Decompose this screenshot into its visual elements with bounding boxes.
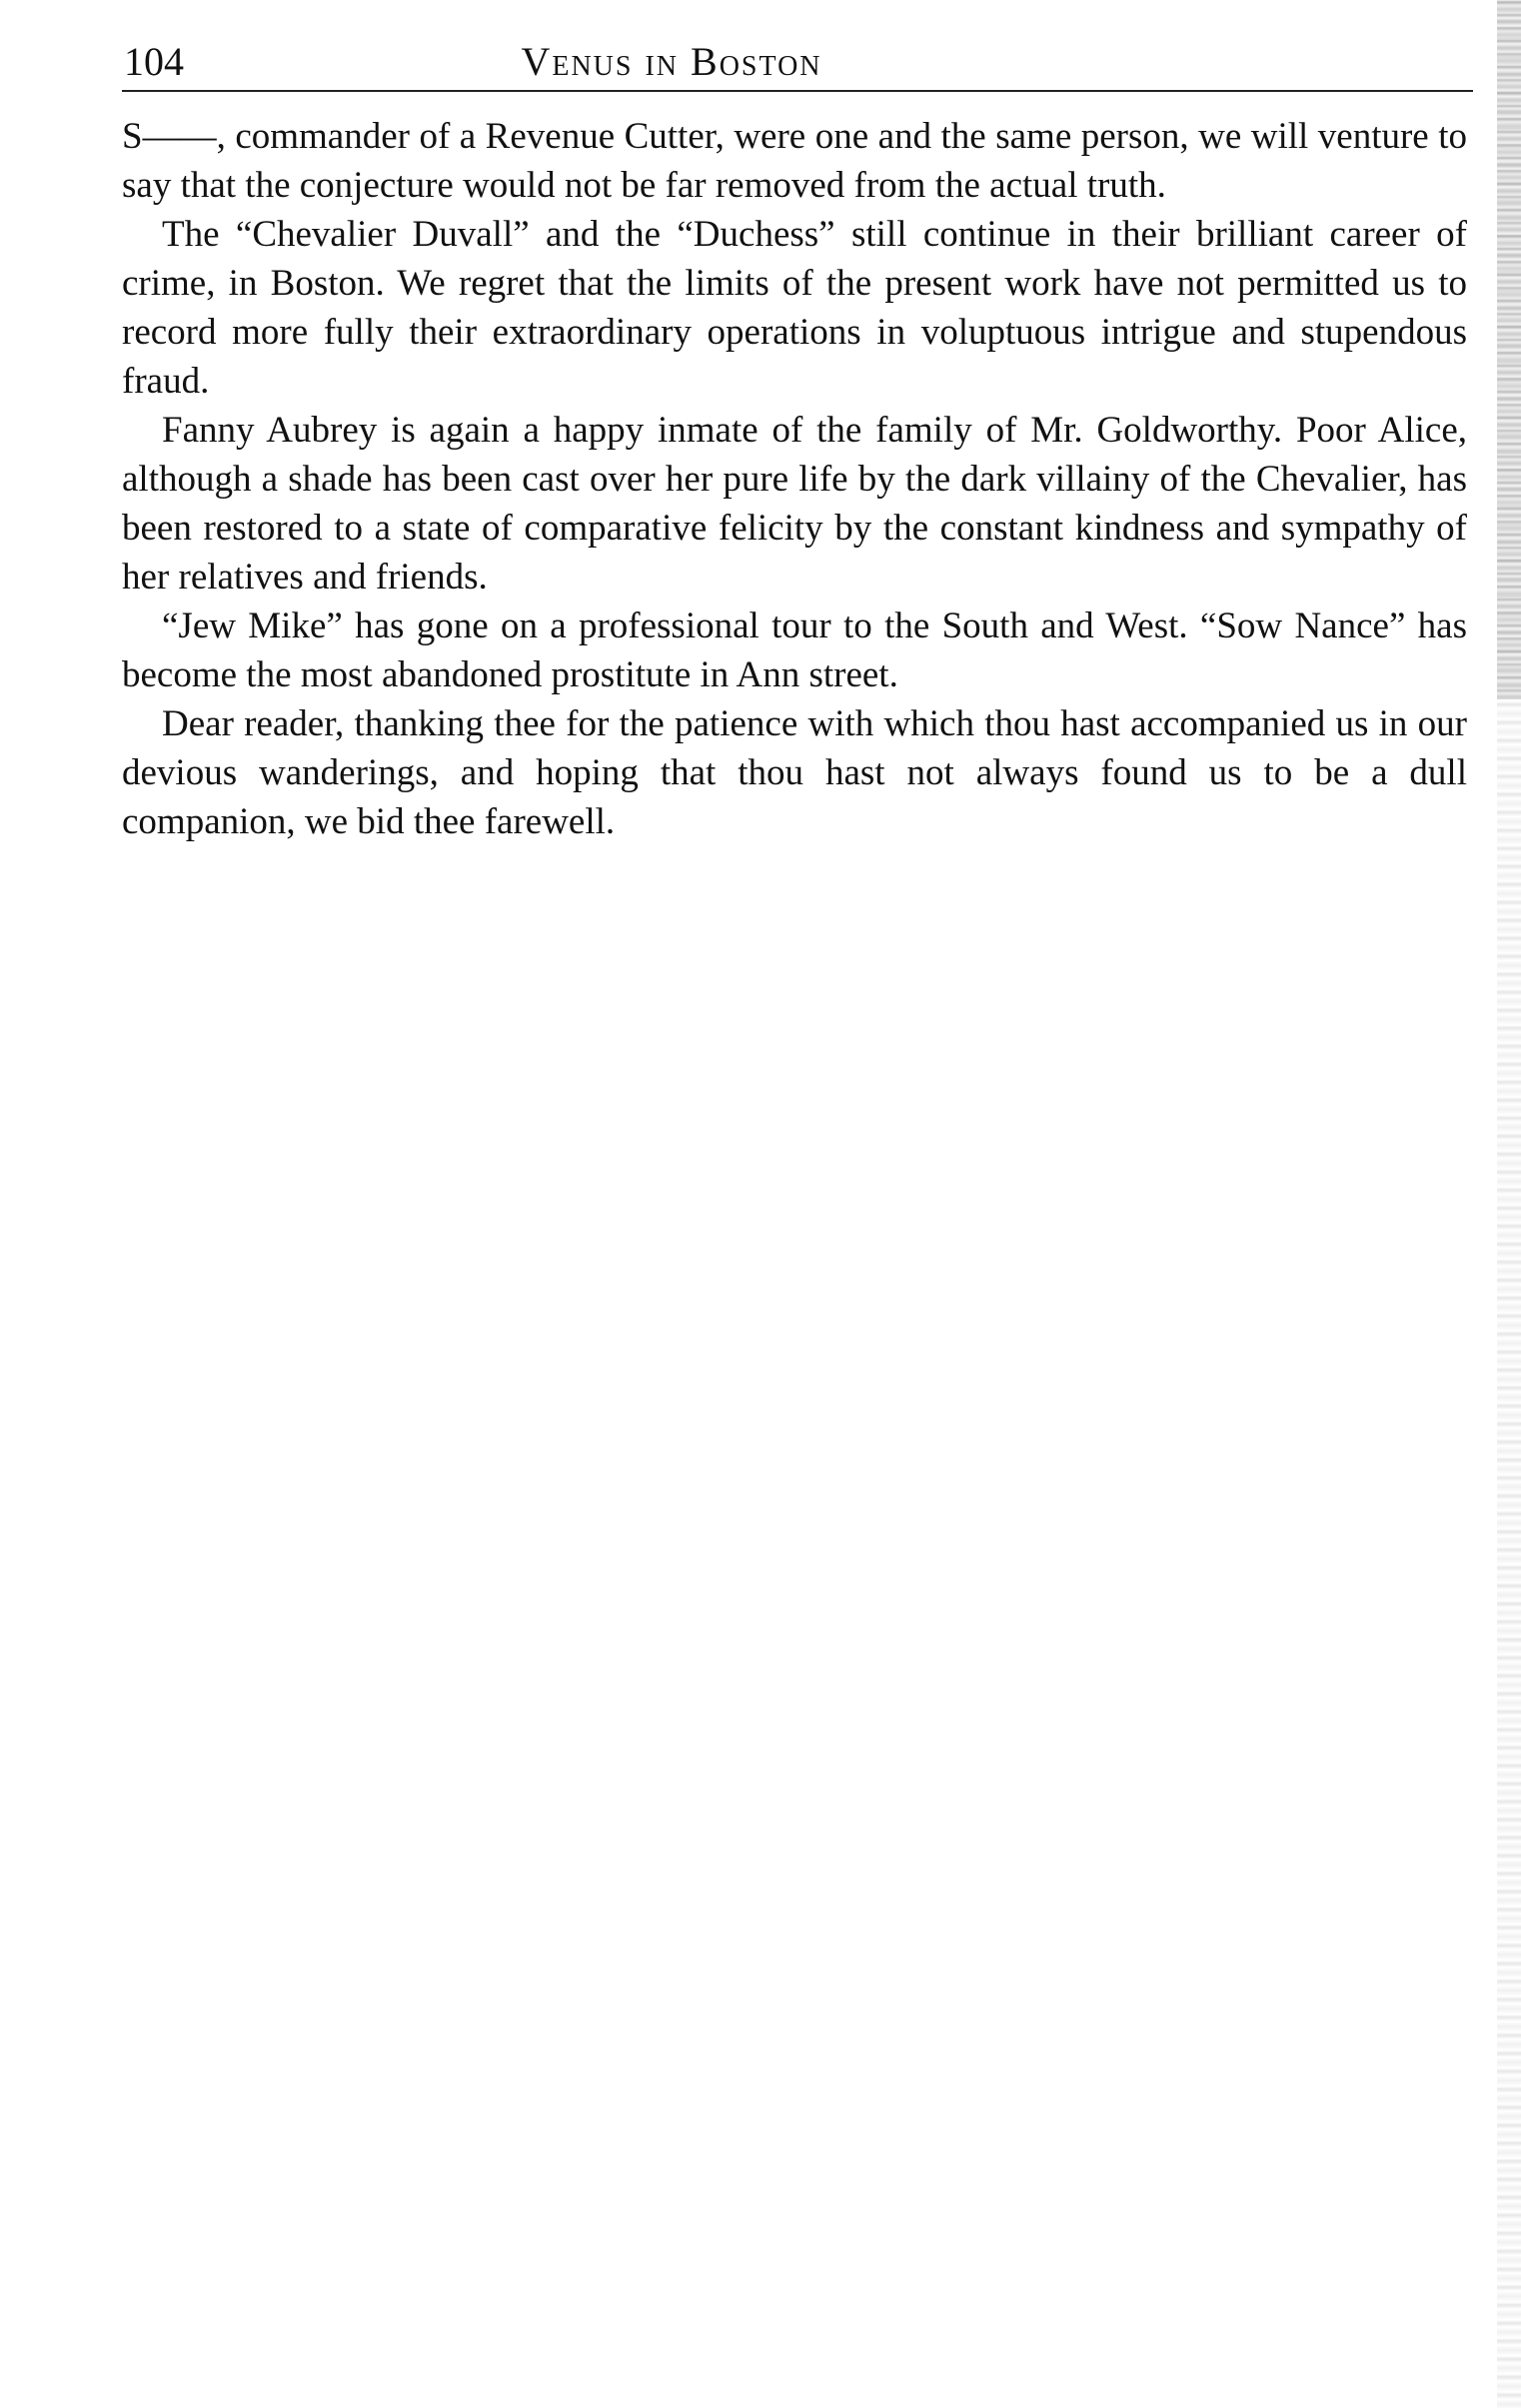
body-text xyxy=(122,112,1467,846)
paragraph-2: The “Chevalier Duvall” and the “Duchess” still continue in their brilliant career of crime, in Boston. We regret that the limits of the present work have not permitted us to record more fully their extraordinary operations in voluptuous intrigue and stupendous fraud. xyxy=(122,214,1467,402)
page-number: 104 xyxy=(124,39,184,84)
scan-edge-shadow-dark xyxy=(1497,0,1521,699)
header-rule xyxy=(122,90,1473,92)
page-header xyxy=(122,34,1473,90)
paragraph-4: “Jew Mike” has gone on a professional tour to the South and West. “Sow Nance” has become the most abandoned prostitute in Ann street. xyxy=(122,605,1467,695)
running-title: Venus in Boston xyxy=(521,39,822,84)
paragraph-1: S——, commander of a Revenue Cutter, were one and the same person, we will venture to say that the conjecture would not be far removed from the actual truth. xyxy=(122,116,1467,206)
paragraph-5: Dear reader, thanking thee for the patience with which thou hast accompanied us in our devious wanderings, and hoping that thou hast not always found us to be a dull companion, we bid thee farewell. xyxy=(122,703,1467,842)
paragraph-3: Fanny Aubrey is again a happy inmate of the family of Mr. Goldworthy. Poor Alice, although a shade has been cast over her pure life by the dark villainy of the Chevalier, has been restored to a state of comparative felicity by the constant kindness and sympathy of her relatives and friends. xyxy=(122,410,1467,598)
